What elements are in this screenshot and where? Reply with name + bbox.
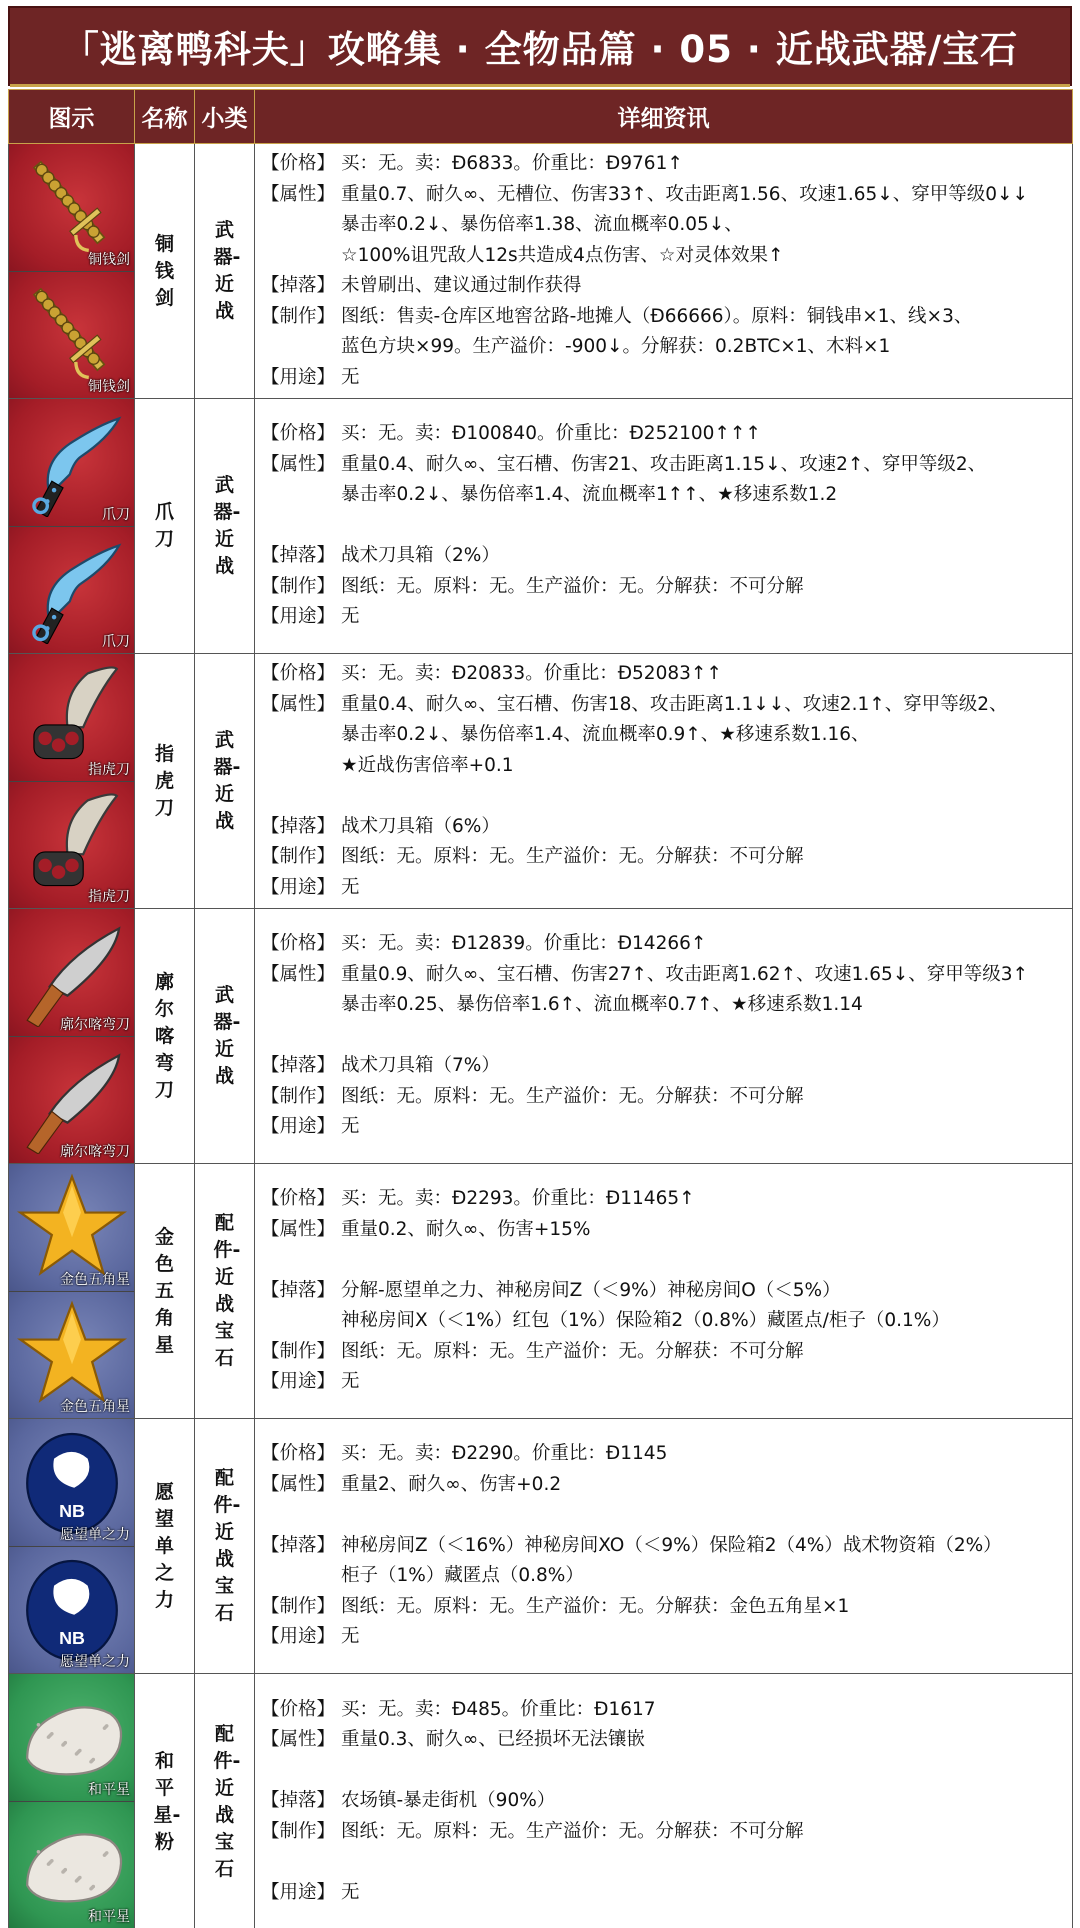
field-value: 无: [341, 606, 360, 628]
item-image: [9, 144, 134, 271]
field-value: 战术刀具箱（6%）: [341, 815, 500, 837]
item-type: 武器-近战: [213, 729, 241, 832]
item-image-cell: [9, 144, 135, 399]
item-type-cell: [195, 909, 255, 1164]
field-label: 【制作】: [261, 846, 336, 867]
header-name: 名称: [135, 90, 195, 144]
table-row: [9, 399, 1073, 654]
item-image-cell: [9, 399, 135, 654]
spacer: [261, 781, 1066, 812]
craft-line: [261, 302, 1066, 333]
field-value: 蓝色方块×99。生产溢价：-900↓。分解获：0.2BTC×1、木料×1: [341, 336, 891, 357]
use-line: [261, 602, 1066, 633]
field-value: 图纸：无。原料：无。生产溢价：无。分解获：不可分解: [341, 1820, 804, 1842]
item-type: 配件-近战宝石: [213, 1212, 241, 1369]
field-label: 【掉落】: [261, 815, 336, 837]
use-line: [261, 1878, 1066, 1909]
field-label: 【制作】: [261, 1595, 336, 1617]
item-image-label: 指虎刀: [88, 889, 130, 905]
field-value: 柜子（1%）藏匿点（0.8%）: [341, 1565, 584, 1587]
item-details-cell: [255, 399, 1073, 654]
price-line: [261, 419, 1066, 450]
field-label: 【掉落】: [261, 1055, 336, 1077]
field-value: 分解-愿望单之力、神秘房间Z（＜9%）神秘房间O（＜5%）: [341, 1279, 841, 1301]
field-label: 【制作】: [261, 1820, 336, 1842]
field-label: 【用途】: [261, 1116, 336, 1138]
price-line: [261, 1695, 1066, 1726]
field-value: 图纸：无。原料：无。生产溢价：无。分解获：金色五角星×1: [341, 1595, 850, 1617]
drop-line: [261, 1531, 1066, 1562]
drop-line: [261, 1561, 1066, 1592]
item-image-label: 铜钱剑: [88, 379, 130, 395]
field-label: 【价格】: [261, 423, 336, 445]
item-image-label: 爪刀: [102, 507, 130, 523]
drop-line: [261, 1276, 1066, 1307]
item-image-cell: [9, 1674, 135, 1928]
item-type-cell: [195, 144, 255, 399]
item-type-cell: [195, 1674, 255, 1928]
item-image-label: 金色五角星: [60, 1399, 130, 1415]
use-line: [261, 1112, 1066, 1143]
item-image-label: 指虎刀: [88, 762, 130, 778]
field-label: 【价格】: [261, 663, 336, 684]
item-image-cell: [9, 1164, 135, 1419]
item-image-label: 铜钱剑: [88, 252, 130, 268]
field-label: 【制作】: [261, 575, 336, 597]
item-image-label: 愿望单之力: [60, 1654, 130, 1670]
item-name-cell: [135, 1419, 195, 1674]
price-line: [261, 1184, 1066, 1215]
attr-line: [261, 1725, 1066, 1756]
field-label: 【属性】: [261, 453, 336, 475]
field-value: 买：无。卖：Đ100840。价重比：Đ252100↑↑↑: [341, 423, 761, 445]
item-type-cell: [195, 399, 255, 654]
item-details-cell: [255, 1419, 1073, 1674]
header-image: 图示: [9, 90, 135, 144]
attr-line: [261, 180, 1066, 211]
spacer: [261, 511, 1066, 542]
item-image: [9, 654, 134, 781]
field-value: 未曾刷出、建议通过制作获得: [341, 275, 582, 296]
field-value: 买：无。卖：Đ12839。价重比：Đ14266↑: [341, 933, 707, 955]
field-label: 【掉落】: [261, 545, 336, 567]
field-label: 【价格】: [261, 1443, 336, 1465]
item-name-cell: [135, 1674, 195, 1928]
field-value: 买：无。卖：Đ2293。价重比：Đ11465↑: [341, 1188, 695, 1210]
use-line: [261, 873, 1066, 904]
item-details-cell: [255, 909, 1073, 1164]
attr-line: [261, 210, 1066, 241]
field-label: 【价格】: [261, 1698, 336, 1720]
item-details-cell: [255, 654, 1073, 909]
drop-line: [261, 1051, 1066, 1082]
drop-line: [261, 271, 1066, 302]
field-value: 无: [341, 1626, 360, 1648]
price-line: [261, 149, 1066, 180]
item-image-cell: [9, 654, 135, 909]
table-row: [9, 1419, 1073, 1674]
drop-line: [261, 541, 1066, 572]
field-value: ☆100%诅咒敌人12s共造成4点伤害、☆对灵体效果↑: [341, 244, 784, 266]
craft-line: [261, 1817, 1066, 1848]
item-image: [9, 781, 134, 908]
table-row: [9, 1164, 1073, 1419]
table-row: [9, 144, 1073, 399]
attr-line: [261, 960, 1066, 991]
field-value: 图纸：无。原料：无。生产溢价：无。分解获：不可分解: [341, 1085, 804, 1107]
item-image: [9, 1419, 134, 1546]
field-value: 无: [341, 1371, 360, 1393]
item-type: 武器-近战: [213, 984, 241, 1087]
item-type-cell: [195, 654, 255, 909]
field-value: 重量0.2、耐久∞、伤害+15%: [341, 1218, 591, 1240]
item-name-cell: [135, 144, 195, 399]
item-name-cell: [135, 654, 195, 909]
spacer: [261, 1756, 1066, 1787]
field-label: 【用途】: [261, 876, 336, 898]
table-row: [9, 1674, 1073, 1928]
item-image: [9, 526, 134, 653]
use-line: [261, 363, 1066, 394]
item-image-label: 和平星: [88, 1909, 130, 1925]
craft-line: [261, 572, 1066, 603]
item-type: 配件-近战宝石: [213, 1467, 241, 1624]
header-type: 小类: [195, 90, 255, 144]
field-label: 【掉落】: [261, 1534, 336, 1556]
item-name-cell: [135, 1164, 195, 1419]
item-name-cell: [135, 909, 195, 1164]
item-image-label: 和平星: [88, 1782, 130, 1798]
field-value: 买：无。卖：Đ20833。价重比：Đ52083↑↑: [341, 663, 722, 684]
table-row: [9, 654, 1073, 909]
field-value: 无: [341, 876, 360, 898]
drop-line: [261, 1306, 1066, 1337]
attr-line: [261, 480, 1066, 511]
attr-line: [261, 450, 1066, 481]
item-type: 武器-近战: [213, 219, 241, 322]
item-name: 金色五角星: [154, 1225, 174, 1356]
craft-line: [261, 332, 1066, 363]
field-value: 无: [341, 1881, 360, 1903]
svg-text:NB: NB: [58, 1500, 85, 1521]
page-title: 「逃离鸭科夫」攻略集 · 全物品篇 · 05 · 近战武器/宝石: [8, 6, 1072, 86]
item-type-cell: [195, 1419, 255, 1674]
use-line: [261, 1367, 1066, 1398]
field-label: 【用途】: [261, 606, 336, 628]
item-table: [8, 89, 1073, 1928]
item-name: 爪刀: [154, 501, 174, 550]
attr-line: [261, 990, 1066, 1021]
drop-line: [261, 1786, 1066, 1817]
attr-line: [261, 690, 1066, 721]
field-value: 重量2、耐久∞、伤害+0.2: [341, 1473, 562, 1495]
field-label: 【制作】: [261, 1085, 336, 1107]
field-value: 暴击率0.2↓、暴伤倍率1.4、流血概率0.9↑、★移速系数1.16、: [341, 724, 870, 745]
spacer: [261, 1500, 1066, 1531]
item-image-cell: [9, 1419, 135, 1674]
field-label: 【用途】: [261, 1881, 336, 1903]
price-line: [261, 659, 1066, 690]
field-label: 【掉落】: [261, 1279, 336, 1301]
field-value: 买：无。卖：Đ485。价重比：Đ1617: [341, 1698, 656, 1720]
field-label: 【属性】: [261, 183, 336, 205]
field-value: 无: [341, 366, 360, 388]
field-value: 重量0.4、耐久∞、宝石槽、伤害21、攻击距离1.15↓、攻速2↑、穿甲等级2、: [341, 453, 987, 475]
item-image: [9, 1674, 134, 1801]
header-details: 详细资讯: [255, 90, 1073, 144]
field-value: 农场镇-暴走街机（90%）: [341, 1790, 556, 1812]
field-value: 战术刀具箱（2%）: [341, 545, 500, 567]
field-value: 重量0.7、耐久∞、无槽位、伤害33↑、攻击距离1.56、攻速1.65↓、穿甲等级0↓↓: [341, 183, 1029, 205]
price-line: [261, 929, 1066, 960]
svg-text:NB: NB: [58, 1627, 85, 1648]
item-image-label: 愿望单之力: [60, 1527, 130, 1543]
item-type: 配件-近战宝石: [213, 1722, 241, 1880]
item-image: [9, 1036, 134, 1163]
item-type-cell: [195, 1164, 255, 1419]
field-label: 【属性】: [261, 1473, 336, 1495]
item-details-cell: [255, 1674, 1073, 1928]
craft-line: [261, 1337, 1066, 1368]
price-line: [261, 1439, 1066, 1470]
field-label: 【用途】: [261, 1371, 336, 1393]
item-name-cell: [135, 399, 195, 654]
item-name: 廓尔喀弯刀: [154, 970, 174, 1101]
field-value: 暴击率0.2↓、暴伤倍率1.4、流血概率1↑↑、★移速系数1.2: [341, 484, 838, 506]
attr-line: [261, 720, 1066, 751]
field-value: 图纸：无。原料：无。生产溢价：无。分解获：不可分解: [341, 846, 804, 867]
field-label: 【用途】: [261, 366, 336, 388]
item-name: 愿望单之力: [154, 1480, 174, 1611]
item-details-cell: [255, 144, 1073, 399]
field-label: 【掉落】: [261, 1790, 336, 1812]
field-label: 【属性】: [261, 963, 336, 985]
field-value: 暴击率0.25、暴伤倍率1.6↑、流血概率0.7↑、★移速系数1.14: [341, 994, 863, 1016]
item-image: [9, 1291, 134, 1418]
spacer: [261, 1021, 1066, 1052]
field-label: 【属性】: [261, 693, 336, 715]
field-value: 神秘房间X（＜1%）红包（1%）保险箱2（0.8%）藏匿点/柜子（0.1%）: [341, 1310, 950, 1332]
item-image-cell: [9, 909, 135, 1164]
field-label: 【用途】: [261, 1626, 336, 1648]
item-image-label: 廓尔喀弯刀: [60, 1017, 130, 1033]
field-label: 【价格】: [261, 933, 336, 955]
item-name: 指虎刀: [154, 742, 174, 819]
field-value: ★近战伤害倍率+0.1: [341, 754, 514, 776]
craft-line: [261, 842, 1066, 873]
field-value: 重量0.4、耐久∞、宝石槽、伤害18、攻击距离1.1↓↓、攻速2.1↑、穿甲等级2、: [341, 693, 1008, 715]
attr-line: [261, 751, 1066, 782]
item-image-label: 爪刀: [102, 634, 130, 650]
field-value: 无: [341, 1116, 360, 1138]
spacer: [261, 1847, 1066, 1878]
item-image: [9, 909, 134, 1036]
field-label: 【制作】: [261, 305, 336, 327]
item-image: [9, 399, 134, 526]
field-value: 神秘房间Z（＜16%）神秘房间XO（＜9%）保险箱2（4%）战术物资箱（2%）: [341, 1534, 1002, 1556]
drop-line: [261, 812, 1066, 843]
field-value: 图纸：无。原料：无。生产溢价：无。分解获：不可分解: [341, 575, 804, 597]
item-image: [9, 271, 134, 398]
item-image: [9, 1801, 134, 1928]
craft-line: [261, 1592, 1066, 1623]
field-value: 图纸：售卖-仓库区地窖岔路-地摊人（Đ66666）。原料：铜钱串×1、线×3、: [341, 305, 973, 327]
field-value: 重量0.3、耐久∞、已经损坏无法镶嵌: [341, 1729, 645, 1751]
field-label: 【属性】: [261, 1729, 336, 1751]
field-label: 【价格】: [261, 1188, 336, 1210]
attr-line: [261, 1470, 1066, 1501]
field-value: 买：无。卖：Đ2290。价重比：Đ1145: [341, 1443, 668, 1465]
attr-line: [261, 241, 1066, 272]
item-image-label: 金色五角星: [60, 1272, 130, 1288]
item-image: [9, 1546, 134, 1673]
craft-line: [261, 1082, 1066, 1113]
field-value: 买：无。卖：Đ6833。价重比：Đ9761↑: [341, 153, 683, 174]
item-type: 武器-近战: [213, 474, 241, 577]
field-value: 暴击率0.2↓、暴伤倍率1.38、流血概率0.05↓、: [341, 214, 743, 235]
field-value: 图纸：无。原料：无。生产溢价：无。分解获：不可分解: [341, 1340, 804, 1362]
attr-line: [261, 1215, 1066, 1246]
field-value: 重量0.9、耐久∞、宝石槽、伤害27↑、攻击距离1.62↑、攻速1.65↓、穿甲等级3↑: [341, 963, 1029, 985]
table-row: [9, 909, 1073, 1164]
field-label: 【掉落】: [261, 275, 336, 296]
field-label: 【制作】: [261, 1340, 336, 1362]
field-label: 【属性】: [261, 1218, 336, 1240]
spacer: [261, 1245, 1066, 1276]
item-details-cell: [255, 1164, 1073, 1419]
item-image: [9, 1164, 134, 1291]
field-value: 战术刀具箱（7%）: [341, 1055, 500, 1077]
field-label: 【价格】: [261, 153, 336, 174]
item-name: 铜钱剑: [154, 232, 174, 309]
table-header-row: [9, 90, 1073, 144]
item-name: 和平星-粉: [153, 1749, 181, 1853]
item-image-label: 廓尔喀弯刀: [60, 1144, 130, 1160]
use-line: [261, 1622, 1066, 1653]
